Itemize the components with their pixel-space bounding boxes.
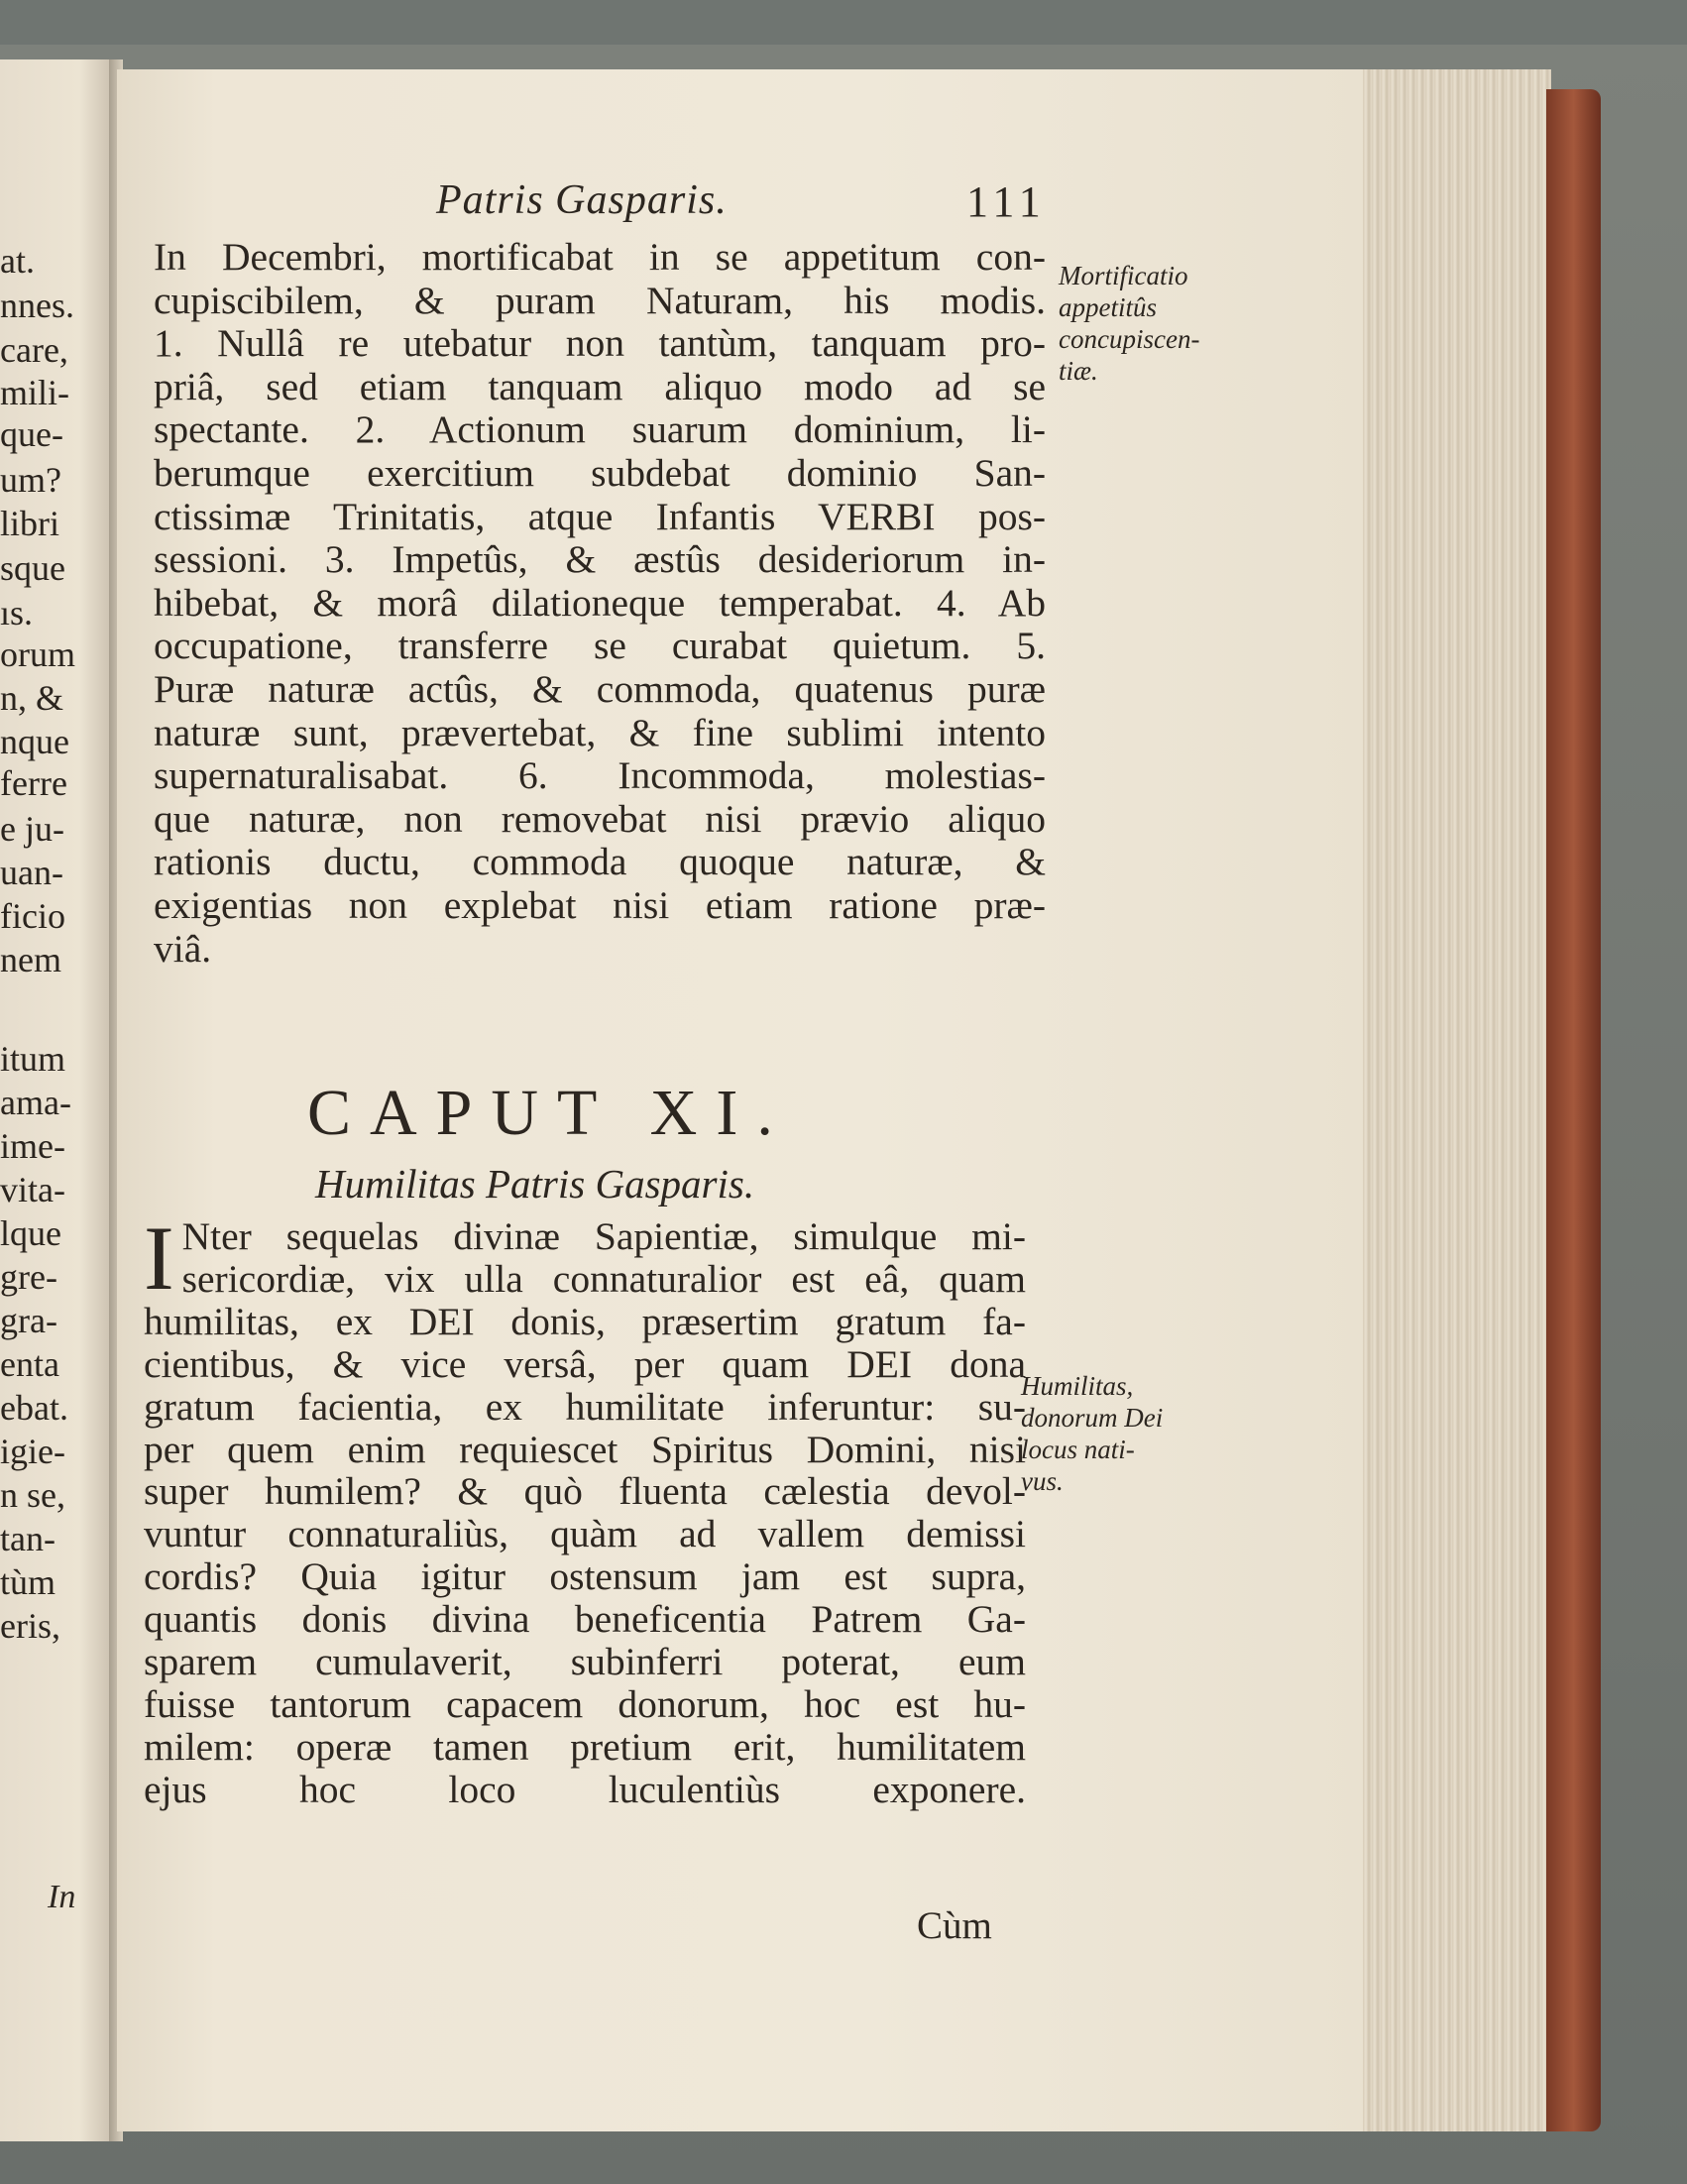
left-page-fragment: tan- <box>0 1519 56 1558</box>
text-line: In Decembri, mortificabat in se appetitum con- <box>154 235 1046 279</box>
text-line: ejus hoc loco luculentiùs exponere. <box>144 1767 1026 1811</box>
text-line: spectante. 2. Actionum suarum dominium, li- <box>154 407 1046 452</box>
left-page-fragment: lque <box>0 1213 61 1253</box>
left-page-fragment: care, <box>0 330 68 370</box>
text-line: supernaturalisabat. 6. Incommoda, molestias- <box>154 753 1046 798</box>
text-line: milem: operæ tamen pretium erit, humilitatem <box>144 1724 1026 1769</box>
left-page-fragment: sque <box>0 548 65 588</box>
marginal-line: tiæ. <box>1059 356 1098 386</box>
text-line: 1. Nullâ re utebatur non tantùm, tanquam pro- <box>154 321 1046 366</box>
marginal-line: donorum Dei <box>1021 1403 1164 1433</box>
drop-cap: I <box>144 1207 174 1309</box>
left-page <box>0 59 114 2141</box>
left-page-fragment: que- <box>0 414 63 454</box>
left-page-fragment: vita- <box>0 1170 65 1209</box>
left-page-catchword: In <box>48 1879 76 1915</box>
text-line: priâ, sed etiam tanquam aliquo modo ad se <box>154 364 1046 408</box>
text-line: occupatione, transferre se curabat quietum. 5. <box>154 624 1046 668</box>
left-page-fragment: eris, <box>0 1606 60 1646</box>
left-page-fragment: nnes. <box>0 286 74 325</box>
left-page-fragment: itum <box>0 1039 66 1079</box>
marginal-line: Mortificatio <box>1059 261 1188 290</box>
left-page-fragment: ebat. <box>0 1388 68 1428</box>
marginal-line: concupiscen- <box>1059 324 1200 354</box>
marginal-line: Humilitas, <box>1021 1371 1134 1401</box>
left-page-fragment: ferre <box>0 763 67 803</box>
text-line: ctissimæ Trinitatis, atque Infantis VERBI pos- <box>154 494 1046 538</box>
text-line: hibebat, & morâ dilationeque temperabat. 4. Ab <box>154 580 1046 625</box>
left-page-fragment: igie- <box>0 1432 65 1471</box>
left-page-fragment: mili- <box>0 373 69 412</box>
text-line: sessioni. 3. Impetûs, & æstûs desideriorum in- <box>154 537 1046 582</box>
left-page-fragment: gra- <box>0 1301 57 1340</box>
text-line: vuntur connaturaliùs, quàm ad vallem demissi <box>144 1512 1026 1556</box>
left-page-fragment: um? <box>0 460 61 500</box>
left-page-fragment: libri <box>0 504 59 543</box>
page-edges <box>1363 69 1551 2131</box>
text-line: Nter sequelas divinæ Sapientiæ, simulque mi- <box>181 1214 1026 1258</box>
left-page-fragment: ime- <box>0 1126 65 1166</box>
left-page-fragment: e ju- <box>0 809 64 849</box>
marginal-line: locus nati- <box>1021 1435 1135 1464</box>
page-number: 111 <box>966 177 1047 226</box>
marginal-line: vus. <box>1021 1466 1064 1496</box>
left-page-fragment: nque <box>0 722 69 761</box>
left-page-fragment: n se, <box>0 1475 65 1515</box>
text-line: berumque exercitium subdebat dominio San- <box>154 450 1046 495</box>
marginal-note-mortification <box>1059 260 1199 387</box>
text-line: naturæ sunt, prævertebat, & fine sublimi intento <box>154 710 1046 754</box>
left-page-fragment: tùm <box>0 1562 56 1602</box>
text-line: per quem enim requiescet Spiritus Domini, nisi <box>144 1427 1026 1471</box>
left-page-fragment: at. <box>0 241 35 281</box>
running-head: Patris Gasparis. <box>436 177 728 223</box>
text-line: viâ. <box>154 926 212 971</box>
text-line: sericordiæ, vix ulla connaturalior est eâ, quam <box>181 1256 1026 1301</box>
text-line: quantis donis divina beneficentia Patrem Ga- <box>144 1597 1026 1642</box>
book-cover-edge <box>1546 89 1601 2131</box>
text-line: Puræ naturæ actûs, & commoda, quatenus puræ <box>154 666 1046 711</box>
text-line: cordis? Quia igitur ostensum jam est supra, <box>144 1554 1026 1599</box>
left-page-fragment: uan- <box>0 853 63 892</box>
chapter-title: CAPUT XI. <box>307 1077 792 1149</box>
left-page-fragment: gre- <box>0 1257 57 1297</box>
marginal-line: appetitûs <box>1059 292 1157 322</box>
paragraph-humility <box>144 1207 1026 1811</box>
text-line: que naturæ, non removebat nisi prævio aliquo <box>154 796 1046 841</box>
left-page-fragment: enta <box>0 1344 59 1384</box>
text-line: cupiscibilem, & puram Naturam, his modis. <box>154 278 1046 322</box>
left-page-fragment: nem <box>0 940 61 979</box>
left-page-fragment: orum <box>0 634 75 674</box>
catchword: Cùm <box>917 1904 992 1947</box>
text-line: sparem cumulaverit, subinferri poterat, eum <box>144 1640 1026 1684</box>
paragraph-mortification <box>154 236 1046 971</box>
text-line: cientibus, & vice versâ, per quam DEI dona <box>144 1341 1026 1386</box>
text-line: rationis ductu, commoda quoque naturæ, & <box>154 840 1046 884</box>
left-page-fragment: ama- <box>0 1083 71 1122</box>
left-page-fragment: n, & <box>0 678 64 718</box>
text-line: gratum facientia, ex humilitate inferuntur: su- <box>144 1384 1026 1429</box>
left-page-fragment: ficio <box>0 896 65 936</box>
text-line: humilitas, ex DEI donis, præsertim gratum fa- <box>144 1299 1026 1343</box>
marginal-note-humility <box>1021 1370 1163 1497</box>
text-line: super humilem? & quò fluenta cælestia devol- <box>144 1469 1026 1514</box>
text-line: fuisse tantorum capacem donorum, hoc est hu- <box>144 1681 1026 1726</box>
text-line: exigentias non explebat nisi etiam ratione præ- <box>154 882 1046 927</box>
chapter-subtitle: Humilitas Patris Gasparis. <box>315 1161 755 1207</box>
left-page-fragment: ıs. <box>0 593 34 632</box>
